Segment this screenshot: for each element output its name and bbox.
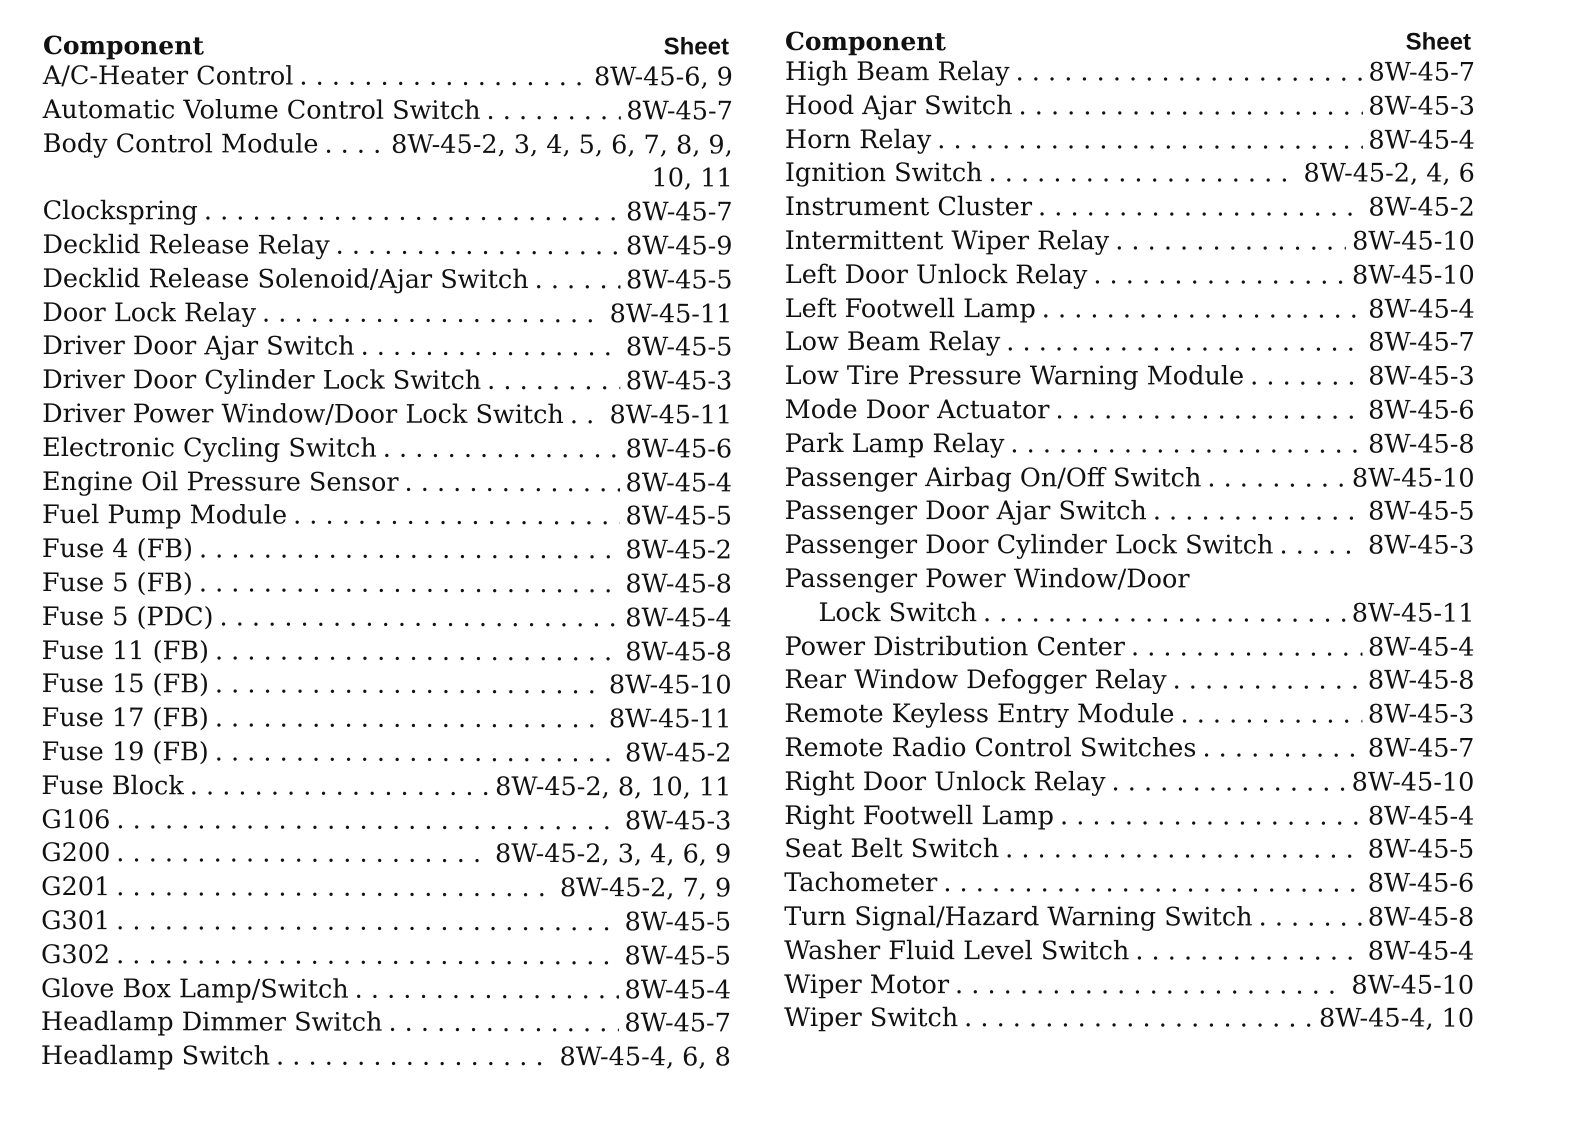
leader-dots: [199, 567, 620, 602]
sheet-reference: 8W-45-10: [1352, 226, 1475, 257]
component-name: G200: [41, 838, 111, 869]
component-name: Body Control Module: [42, 128, 319, 160]
component-name: Engine Oil Pressure Sensor: [42, 466, 399, 498]
sheet-reference: 8W-45-7: [1367, 733, 1475, 764]
list-item: [42, 635, 732, 670]
list-item: [43, 195, 733, 230]
component-name: Rear Window Defogger Relay: [784, 665, 1167, 696]
sheet-reference: 8W-45-6: [1367, 868, 1475, 899]
list-item: [784, 969, 1474, 1003]
sheet-reference: 8W-45-10: [1352, 260, 1475, 291]
component-name: Decklid Release Relay: [42, 229, 330, 261]
list-item: [41, 939, 731, 974]
leader-dots: [1112, 766, 1346, 800]
sheet-reference: 8W-45-4: [625, 602, 732, 634]
component-name: Decklid Release Solenoid/Ajar Switch: [42, 263, 529, 295]
leader-dots: [1250, 361, 1362, 395]
sheet-reference: 8W-45-11: [609, 400, 733, 431]
left-column: [41, 26, 733, 1075]
leader-dots: [1010, 428, 1362, 462]
sheet-reference: 8W-45-5: [625, 332, 733, 363]
sheet-reference: 8W-45-2: [1368, 192, 1475, 223]
component-name: G106: [41, 804, 111, 835]
leader-dots: [955, 969, 1345, 1003]
sheet-reference: 8W-45-7: [624, 1008, 731, 1039]
leader-dots: [1093, 259, 1346, 293]
list-item: [785, 495, 1475, 529]
sheet-reference: 8W-45-10: [1351, 463, 1475, 494]
leader-dots: [116, 804, 619, 839]
sheet-reference: 8W-45-10: [1351, 767, 1475, 798]
list-item: [41, 1040, 731, 1075]
leader-dots: [116, 905, 619, 940]
component-name: Remote Keyless Entry Module: [784, 699, 1175, 730]
sheet-reference: 8W-45-4, 6, 8: [559, 1042, 731, 1073]
component-name: Instrument Cluster: [784, 192, 1033, 223]
leader-dots: [964, 1002, 1313, 1036]
sheet-reference: 8W-45-4: [1368, 294, 1475, 325]
component-name: Hood Ajar Switch: [784, 90, 1013, 121]
sheet-reference: 8W-45-2: [625, 535, 732, 566]
left-component-list: [41, 60, 733, 1075]
sheet-reference: 8W-45-7: [1368, 327, 1475, 358]
sheet-reference: 8W-45-2, 4, 6: [1303, 158, 1475, 189]
component-name: Ignition Switch: [784, 158, 983, 189]
component-name: Fuse 19 (FB): [41, 736, 209, 768]
component-name: Park Lamp Relay: [784, 428, 1005, 459]
component-name: Fuse 11 (FB): [41, 635, 210, 666]
list-item: [784, 833, 1474, 867]
component-name: Fuel Pump Module: [41, 500, 288, 531]
leader-dots: [262, 297, 604, 332]
component-name: Lock Switch: [818, 597, 978, 628]
leader-dots: [1006, 327, 1362, 361]
sheet-reference: 8W-45-7: [626, 96, 733, 127]
leader-dots: [1180, 698, 1361, 732]
list-item: [785, 157, 1475, 191]
component-name: High Beam Relay: [784, 56, 1010, 88]
component-name: Washer Fluid Level Switch: [784, 935, 1130, 967]
list-item: [42, 297, 732, 332]
list-item: [42, 466, 732, 501]
list-item: [784, 664, 1474, 698]
component-name: Headlamp Switch: [40, 1041, 271, 1072]
list-item: [41, 804, 731, 839]
component-header: Component: [42, 30, 204, 61]
component-name: Left Door Unlock Relay: [784, 259, 1088, 291]
sheet-reference: 8W-45-4: [624, 974, 732, 1005]
list-item: [42, 601, 732, 636]
list-item: [784, 563, 1474, 597]
list-item: [41, 736, 731, 771]
leader-dots: [1202, 732, 1361, 766]
list-item: [784, 732, 1474, 766]
list-item: [42, 364, 732, 399]
component-name: Passenger Door Cylinder Lock Switch: [784, 530, 1274, 561]
sheet-reference: 8W-45-2, 7, 9: [559, 873, 732, 904]
component-name: Tachometer: [784, 868, 938, 899]
leader-dots: [983, 597, 1346, 631]
list-item: [785, 124, 1475, 158]
list-item: [784, 631, 1474, 665]
list-item: [42, 567, 732, 602]
list-item: [785, 360, 1475, 394]
component-name: Driver Power Window/Door Lock Switch: [42, 398, 564, 431]
sheet-header: Sheet: [663, 33, 729, 61]
sheet-reference: 8W-45-7: [1368, 57, 1475, 88]
sheet-header: Sheet: [1405, 28, 1471, 56]
sheet-reference: 8W-45-4: [625, 467, 733, 499]
leader-dots: [116, 837, 489, 872]
sheet-reference: 8W-45-4, 10: [1318, 1003, 1475, 1034]
list-item: [785, 529, 1475, 563]
list-item: [43, 128, 733, 163]
component-header: Component: [784, 26, 946, 57]
component-name: Driver Door Ajar Switch: [42, 331, 355, 363]
component-name: Power Distribution Center: [784, 631, 1126, 662]
leader-dots: [1279, 530, 1362, 564]
list-item: [784, 800, 1474, 834]
leader-dots: [1259, 901, 1362, 935]
list-item: [41, 770, 731, 805]
component-name: Automatic Volume Control Switch: [42, 94, 481, 126]
component-name: Wiper Motor: [784, 969, 950, 1000]
list-item: [785, 56, 1475, 90]
leader-dots: [1173, 665, 1362, 699]
sheet-reference: 8W-45-11: [1351, 598, 1475, 629]
component-name: Mode Door Actuator: [784, 394, 1050, 426]
list-item: [42, 499, 732, 534]
list-item: [785, 462, 1475, 496]
leader-dots: [204, 196, 620, 231]
leader-dots: [215, 635, 619, 670]
list-item: [785, 293, 1475, 327]
list-item: [784, 1002, 1474, 1036]
sheet-reference: 8W-45-6, 9: [593, 62, 733, 93]
sheet-reference: 8W-45-4: [1367, 801, 1475, 832]
component-name: Driver Door Cylinder Lock Switch: [42, 365, 482, 397]
sheet-reference: 8W-45-3: [624, 805, 732, 836]
component-name: Door Lock Relay: [42, 297, 257, 329]
leader-dots: [487, 365, 620, 399]
component-name: Left Footwell Lamp: [784, 293, 1036, 324]
component-name: Turn Signal/Hazard Warning Switch: [784, 901, 1253, 933]
component-name: Fuse Block: [41, 770, 184, 802]
sheet-reference: 8W-45-10: [1351, 970, 1475, 1001]
sheet-reference: 8W-45-8: [1367, 902, 1475, 933]
sheet-reference: 8W-45-3: [625, 366, 733, 397]
sheet-reference-continuation: 10, 11: [651, 163, 733, 194]
leader-dots: [1005, 834, 1362, 868]
component-name: G302: [41, 939, 111, 970]
leader-dots: [388, 1007, 618, 1041]
sheet-reference: 8W-45-2: [624, 738, 732, 769]
component-name: Glove Box Lamp/Switch: [40, 973, 349, 1005]
component-name: Passenger Door Ajar Switch: [784, 496, 1147, 527]
left-column-header: [43, 26, 733, 61]
sheet-reference: 8W-45-3: [1367, 699, 1475, 730]
sheet-reference: 8W-45-8: [625, 636, 732, 667]
leader-dots: [535, 264, 620, 298]
sheet-reference: 8W-45-8: [1367, 665, 1475, 696]
leader-dots: [937, 124, 1362, 158]
component-name: Fuse 5 (PDC): [41, 601, 214, 633]
component-name: Seat Belt Switch: [784, 834, 1000, 865]
list-item: [784, 766, 1474, 800]
list-item: [42, 398, 732, 433]
list-item-continuation: [784, 597, 1474, 631]
list-item: [784, 901, 1474, 935]
list-item: [42, 432, 732, 467]
sheet-reference: 8W-45-8: [625, 569, 732, 600]
sheet-reference: 8W-45-6: [625, 433, 733, 465]
list-item: [43, 60, 733, 95]
component-name: G201: [41, 872, 111, 903]
sheet-reference: 8W-45-5: [1367, 834, 1475, 865]
list-item: [42, 263, 732, 298]
list-item: [41, 871, 731, 906]
sheet-reference: 8W-45-4: [1368, 125, 1475, 156]
list-item: [43, 94, 733, 129]
sheet-reference: 8W-45-8: [1368, 429, 1475, 460]
sheet-reference: 8W-45-2, 3, 4, 6, 9: [495, 839, 732, 870]
leader-dots: [487, 95, 621, 129]
list-item: [784, 867, 1474, 901]
leader-dots: [116, 939, 619, 974]
leader-dots: [215, 736, 619, 771]
leader-dots: [219, 601, 619, 636]
list-item: [42, 533, 732, 568]
component-name: Electronic Cycling Switch: [42, 432, 377, 464]
leader-dots: [1153, 496, 1362, 530]
sheet-reference: 8W-45-10: [608, 670, 732, 701]
leader-dots: [116, 871, 554, 906]
component-name: Passenger Airbag On/Off Switch: [784, 462, 1202, 493]
list-item: [41, 973, 731, 1008]
list-item: [785, 394, 1475, 428]
leader-dots: [1135, 935, 1361, 969]
leader-dots: [1055, 394, 1362, 428]
leader-dots: [943, 867, 1361, 901]
sheet-reference: 8W-45-11: [609, 298, 733, 330]
component-name: Horn Relay: [784, 124, 932, 155]
leader-dots: [361, 331, 620, 365]
component-name: Fuse 5 (FB): [41, 567, 193, 599]
leader-dots: [324, 128, 385, 162]
leader-dots: [1016, 56, 1363, 90]
component-name: Passenger Power Window/Door: [784, 563, 1190, 595]
sheet-reference: 8W-45-6: [1368, 395, 1475, 426]
sheet-reference: 8W-45-3: [1368, 530, 1475, 561]
leader-dots: [1207, 462, 1346, 496]
component-name: Remote Radio Control Switches: [784, 732, 1197, 764]
component-name: Headlamp Dimmer Switch: [40, 1007, 383, 1039]
list-item: [42, 668, 732, 703]
list-item: [785, 428, 1475, 462]
component-name: Low Beam Relay: [784, 327, 1001, 358]
right-column-header: [785, 22, 1475, 57]
sheet-reference: 8W-45-5: [624, 940, 732, 972]
leader-dots: [1060, 800, 1362, 834]
component-name: Wiper Switch: [784, 1003, 959, 1034]
leader-dots: [199, 533, 620, 568]
list-item: [785, 326, 1475, 360]
leader-dots: [1042, 293, 1362, 327]
sheet-reference: 8W-45-5: [624, 907, 732, 938]
leader-dots: [299, 61, 588, 95]
right-component-list: [784, 56, 1475, 1037]
leader-dots: [383, 432, 620, 466]
leader-dots: [355, 973, 619, 1007]
leader-dots: [336, 230, 620, 264]
list-item: [784, 698, 1474, 732]
component-name: Clockspring: [42, 196, 198, 227]
leader-dots: [1131, 631, 1362, 665]
leader-dots: [989, 158, 1298, 192]
component-name: A/C-Heater Control: [42, 60, 294, 92]
component-name: Intermittent Wiper Relay: [784, 225, 1110, 257]
leader-dots: [293, 500, 619, 534]
leader-dots: [190, 770, 489, 804]
sheet-reference: 8W-45-4: [1367, 632, 1475, 663]
leader-dots: [1038, 191, 1362, 225]
list-item: [43, 229, 733, 264]
list-item: [42, 330, 732, 365]
leader-dots: [1115, 225, 1346, 259]
sheet-reference: 8W-45-3: [1368, 91, 1475, 122]
leader-dots: [570, 399, 604, 433]
component-name: Fuse 4 (FB): [41, 534, 193, 565]
sheet-reference: 8W-45-5: [625, 265, 733, 296]
sheet-reference: 8W-45-2, 8, 10, 11: [495, 771, 732, 803]
component-name: Fuse 15 (FB): [41, 669, 209, 700]
sheet-reference: 8W-45-9: [626, 231, 733, 262]
leader-dots: [276, 1041, 553, 1075]
list-item: [785, 90, 1475, 124]
leader-dots: [1019, 90, 1363, 124]
list-item: [785, 259, 1475, 293]
sheet-reference: 8W-45-7: [626, 197, 733, 228]
sheet-reference: 8W-45-4: [1367, 936, 1475, 967]
list-item: [785, 225, 1475, 259]
component-name: G301: [41, 905, 111, 937]
sheet-reference: 8W-45-5: [625, 501, 733, 532]
list-item: [784, 935, 1474, 969]
sheet-reference: 8W-45-2, 3, 4, 5, 6, 7, 8, 9,: [391, 129, 733, 161]
list-item: [785, 191, 1475, 225]
list-item: [41, 1006, 731, 1041]
sheet-reference: 8W-45-3: [1368, 361, 1475, 392]
component-name: Right Footwell Lamp: [784, 800, 1055, 831]
list-item: [41, 905, 731, 940]
sheet-reference: 8W-45-5: [1368, 496, 1475, 527]
leader-dots: [405, 466, 620, 500]
component-name: Right Door Unlock Relay: [784, 766, 1106, 798]
list-item: [42, 702, 732, 737]
sheet-reference: 8W-45-11: [608, 704, 732, 735]
leader-dots: [215, 703, 603, 738]
right-column: [784, 22, 1475, 1037]
component-name: Fuse 17 (FB): [41, 703, 209, 734]
component-name: Low Tire Pressure Warning Module: [784, 361, 1245, 392]
leader-dots: [215, 669, 603, 704]
list-item: [41, 837, 731, 872]
